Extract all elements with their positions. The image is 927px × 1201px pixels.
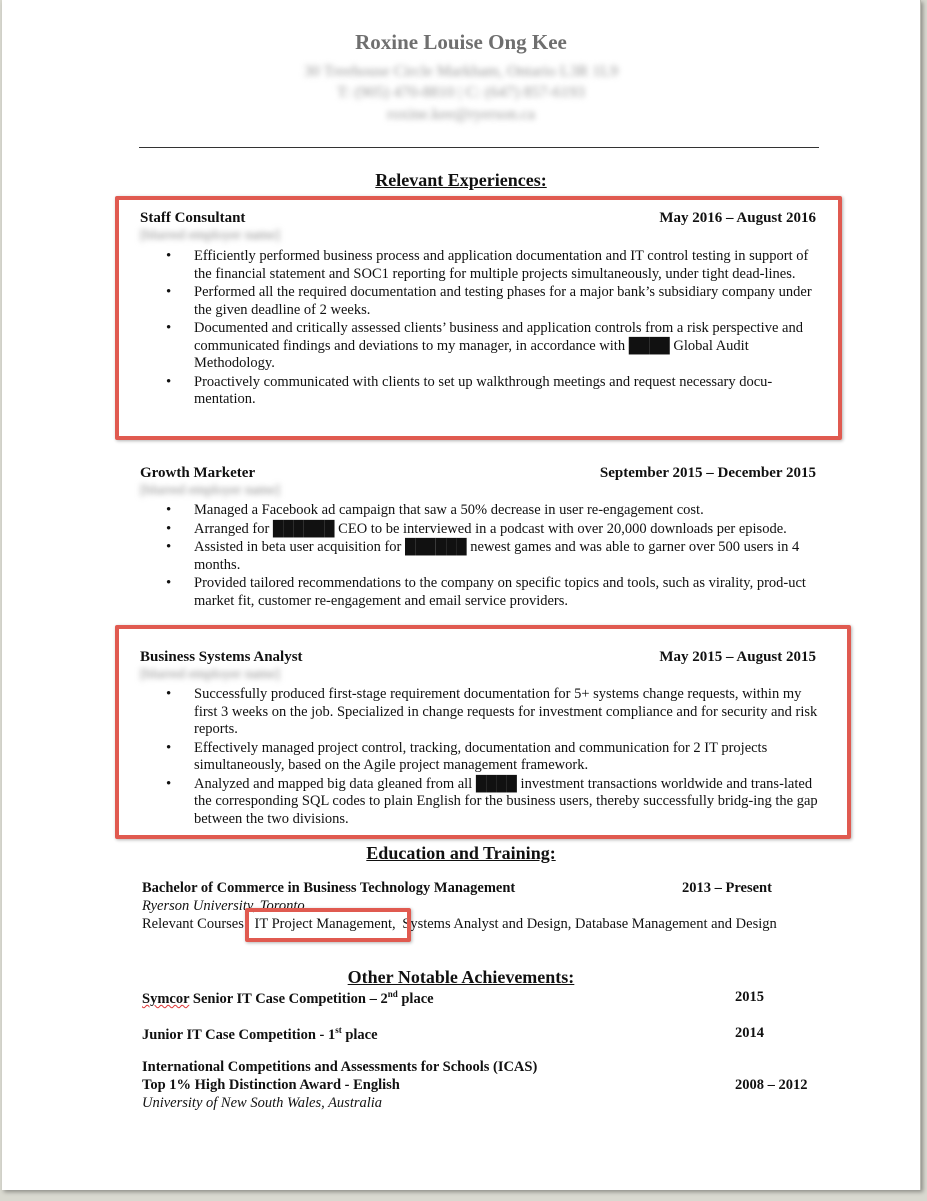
list-item: • Managed a Facebook ad campaign that saw a 50% decrease in user re-engagement cost. — [142, 502, 822, 520]
phone-line: T: (905) 470-8810 | C: (647) 857-6193 — [337, 84, 585, 101]
list-item: • Effectively managed project control, tracking, documentation and communication for 2 IT projects simultaneously, based on the Agile project management framework. — [142, 740, 822, 775]
achievement-tail: place — [397, 990, 434, 1007]
list-item: • Provided tailored recommendations to the company on specific topics and tools, such as virality, prod-uct market fit, customer re-engagement and email service providers. — [142, 575, 822, 610]
email-line: roxine.kee@ryerson.ca — [387, 106, 535, 123]
list-item: • Proactively communicated with clients to set up walkthrough meetings and request necessary docu-mentation. — [142, 374, 822, 409]
job-employer: [blurred employer name] — [140, 483, 280, 498]
achievements-heading: Other Notable Achievements: — [347, 967, 575, 987]
courses-prefix: Relevant Courses: — [142, 916, 248, 932]
highlight-box-staff-consultant — [115, 196, 842, 440]
candidate-name: Roxine Louise Ong Kee — [355, 30, 567, 54]
school-name: Ryerson University, Toronto — [142, 898, 305, 914]
courses-highlight: IT Project Management, — [252, 916, 399, 932]
achievement-tail: place — [341, 1026, 378, 1043]
icas-school: University of New South Wales, Australia — [142, 1095, 383, 1111]
achievement-item — [142, 1025, 378, 1044]
resume-page — [2, 0, 921, 1190]
icas-title: International Competitions and Assessments for Schools (ICAS) — [142, 1059, 538, 1075]
address-line: 30 Treehouse Circle Markham, Ontario L3R 1L9 — [303, 63, 619, 80]
job-bullet-list — [142, 502, 822, 611]
job-role: Growth Marketer — [140, 465, 256, 481]
job-dates: May 2015 – August 2015 — [659, 649, 816, 665]
achievement-year: 2014 — [735, 1025, 764, 1041]
list-item: • Arranged for ██████ CEO to be interviewed in a podcast with over 20,000 downloads per episode. — [142, 521, 822, 539]
list-item: • Performed all the required documentation and testing phases for a major bank’s subsidiary company under the given deadline of 2 weeks. — [142, 284, 822, 319]
achievement-keyword: Symcor — [142, 990, 190, 1007]
job-role: Staff Consultant — [140, 210, 246, 226]
list-item: • Documented and critically assessed clients’ business and application controls from a risk perspective and communicated findings and deviations to my manager, in accordance with ████ Global Audit Methodology. — [142, 320, 822, 373]
achievement-name: Senior IT Case Competition – 2 — [189, 990, 388, 1007]
ordinal-suffix: st — [335, 1025, 342, 1035]
list-item: • Assisted in beta user acquisition for ██████ newest games and was able to garner over 500 users in 4 months. — [142, 539, 822, 574]
highlight-box-business-systems-analyst — [115, 625, 851, 839]
courses-rest: Systems Analyst and Design, Database Management and Design — [402, 916, 777, 932]
job-employer: [blurred employer name] — [140, 667, 280, 682]
achievement-name: Junior IT Case Competition - 1 — [142, 1026, 336, 1043]
degree-dates: 2013 – Present — [682, 880, 772, 896]
experience-heading: Relevant Experiences: — [375, 170, 547, 190]
achievement-item — [142, 989, 434, 1008]
job-dates: May 2016 – August 2016 — [659, 210, 816, 226]
list-item: • Analyzed and mapped big data gleaned from all ████ investment transactions worldwide and trans-lated the corresponding SQL codes to plain English for the business users, thereby successfully bridg-ing the gap between the two divisions. — [142, 776, 822, 829]
job-employer: [blurred employer name] — [140, 228, 280, 243]
list-item: • Efficiently performed business process and application documentation and IT control testing in support of the financial statement and SOC1 reporting for multiple projects simultaneously, under tight dead-lines. — [142, 248, 822, 283]
job-dates: September 2015 – December 2015 — [599, 465, 816, 481]
achievement-year: 2015 — [735, 989, 764, 1005]
header-divider — [139, 147, 819, 148]
icas-years: 2008 – 2012 — [735, 1077, 808, 1093]
relevant-courses — [142, 916, 777, 933]
degree-title: Bachelor of Commerce in Business Technology Management — [142, 880, 516, 896]
ordinal-suffix: nd — [387, 989, 398, 999]
job-role: Business Systems Analyst — [140, 649, 303, 665]
icas-award: Top 1% High Distinction Award - English — [142, 1077, 400, 1093]
education-heading: Education and Training: — [366, 843, 556, 863]
list-item: • Successfully produced first-stage requirement documentation for 5+ systems change requests, within my first 3 weeks on the job. Specialized in change requests for investment compliance and for security and risk reports. — [142, 686, 822, 739]
highlight-box-it-project-management — [245, 908, 411, 942]
